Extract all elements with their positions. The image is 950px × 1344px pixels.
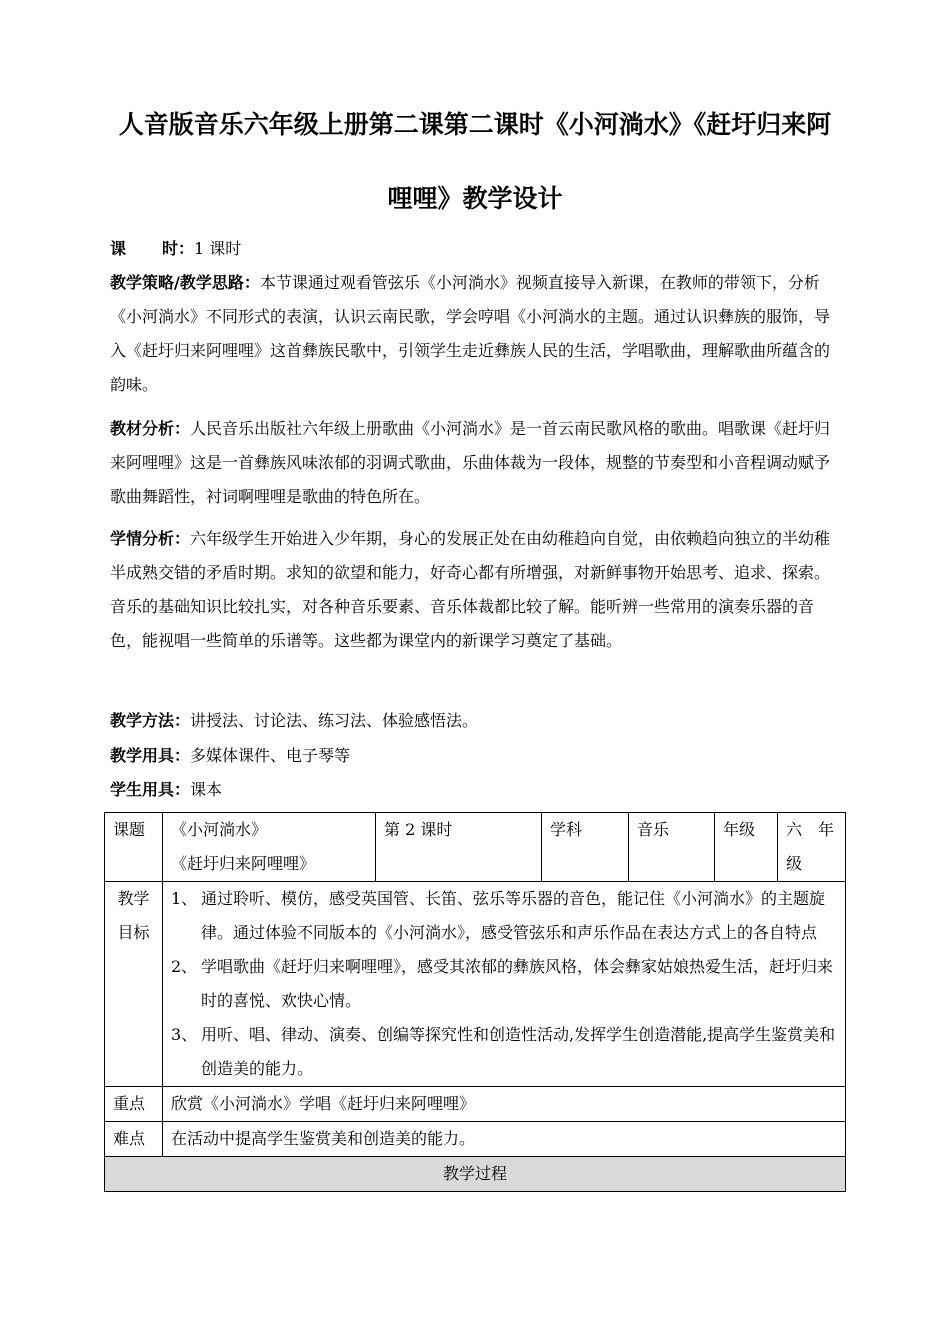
key-point-row: [105, 1087, 846, 1122]
lesson-plan-table: [104, 812, 846, 1192]
key-point-label-cell: 重点: [105, 1087, 163, 1122]
grade-value-cell: [778, 813, 846, 882]
document-title-line-1: 人音版音乐六年级上册第二课第二课时《小河淌水》《赶圩归来阿: [118, 110, 832, 139]
topic-row: [105, 813, 846, 882]
goals-label-1: 教学: [117, 889, 150, 908]
goals-label-cell: [105, 882, 163, 1087]
teaching-strategy-label: 教学策略/教学思路：: [110, 273, 260, 292]
student-tools-text: 课本: [190, 780, 223, 799]
goal-item: 3、 用听、唱、律动、演奏、创编等探究性和创造性活动,发挥学生创造潜能,提高学生鉴赏美和创造美的能力。: [171, 1025, 836, 1078]
goal-item: 1、 通过聆听、模仿，感受英国管、长笛、弦乐等乐器的音色，能记住《小河淌水》的主题旋律。通过体验不同版本的《小河淌水》，感受管弦乐和声乐作品在表达方式上的各自特点: [171, 889, 826, 942]
material-analysis: [110, 412, 845, 514]
teaching-strategy-text: 本节课通过观看管弦乐《小河淌水》视频直接导入新课，在教师的带领下，分析《小河淌水》不同形式的表演，认识云南民歌，学会哼唱《小河淌水的主题。通过认识彝族的服饰，导入《赶圩归来阿哩哩》这首彝族民歌中，引领学生走近彝族人民的生活，学唱歌曲，理解歌曲所蕴含的韵味。: [110, 273, 831, 394]
teaching-strategy: [110, 266, 845, 402]
period-value-cell: 第 2 课时: [376, 813, 542, 882]
topic-label-cell: 课题: [105, 813, 163, 882]
material-analysis-label: 教材分析：: [110, 419, 191, 438]
topic-value-1: 《小河淌水》: [171, 820, 268, 839]
student-analysis: [110, 522, 845, 658]
grade-value-1: 六 年: [786, 820, 835, 839]
topic-value-cell: [163, 813, 376, 882]
key-point-content-cell: 欣赏《小河淌水》学唱《赶圩归来阿哩哩》: [163, 1087, 846, 1122]
document-title-line-2: 哩哩》教学设计: [387, 184, 563, 213]
topic-value-2: 《赶圩归来阿哩哩》: [171, 854, 316, 873]
process-header-row: [105, 1157, 846, 1192]
grade-label-cell: 年级: [715, 813, 778, 882]
process-header-cell: 教学过程: [105, 1157, 846, 1192]
goals-row: [105, 882, 846, 1087]
teaching-methods-label: 教学方法：: [110, 711, 191, 730]
teaching-methods-text: 讲授法、讨论法、练习法、体验感悟法。: [190, 711, 479, 730]
teaching-tools-label: 教学用具：: [110, 746, 191, 765]
class-hours-value: 1 课时: [194, 239, 242, 258]
class-hours-label: 课 时：: [110, 239, 195, 258]
student-analysis-label: 学情分析：: [110, 529, 191, 548]
difficulty-label-cell: 难点: [105, 1122, 163, 1157]
subject-value-cell: 音乐: [629, 813, 715, 882]
material-analysis-text: 人民音乐出版社六年级上册歌曲《小河淌水》是一首云南民歌风格的歌曲。唱歌课《赶圩归来阿哩哩》这是一首彝族风味浓郁的羽调式歌曲，乐曲体裁为一段体，规整的节奏型和小音程调动赋予歌曲舞蹈性，衬词啊哩哩是歌曲的特色所在。: [110, 419, 831, 506]
difficulty-content-cell: 在活动中提高学生鉴赏美和创造美的能力。: [163, 1122, 846, 1157]
goal-item: 2、 学唱歌曲《赶圩归来啊哩哩》，感受其浓郁的彝族风格，体会彝家姑娘热爱生活，赶圩归来时的喜悦、欢快心情。: [171, 957, 834, 1010]
class-hours: [110, 232, 845, 266]
student-tools-label: 学生用具：: [110, 780, 191, 799]
teaching-tools: [110, 739, 845, 773]
teaching-tools-text: 多媒体课件、电子琴等: [190, 746, 351, 765]
goals-content-cell: [163, 882, 846, 1087]
grade-value-2: 级: [786, 854, 803, 873]
student-analysis-text: 六年级学生开始进入少年期，身心的发展正处在由幼稚趋向自觉，由依赖趋向独立的半幼稚半成熟交错的矛盾时期。求知的欲望和能力，好奇心都有所增强，对新鲜事物开始思考、追求、探索。音乐的基础知识比较扎实，对各种音乐要素、音乐体裁都比较了解。能听辨一些常用的演奏乐器的音色，能视唱一些简单的乐谱等。这些都为课堂内的新课学习奠定了基础。: [110, 529, 831, 650]
student-tools: [110, 773, 845, 807]
teaching-methods: [110, 704, 845, 738]
goals-label-2: 目标: [117, 923, 150, 942]
difficulty-row: [105, 1122, 846, 1157]
subject-label-cell: 学科: [542, 813, 629, 882]
